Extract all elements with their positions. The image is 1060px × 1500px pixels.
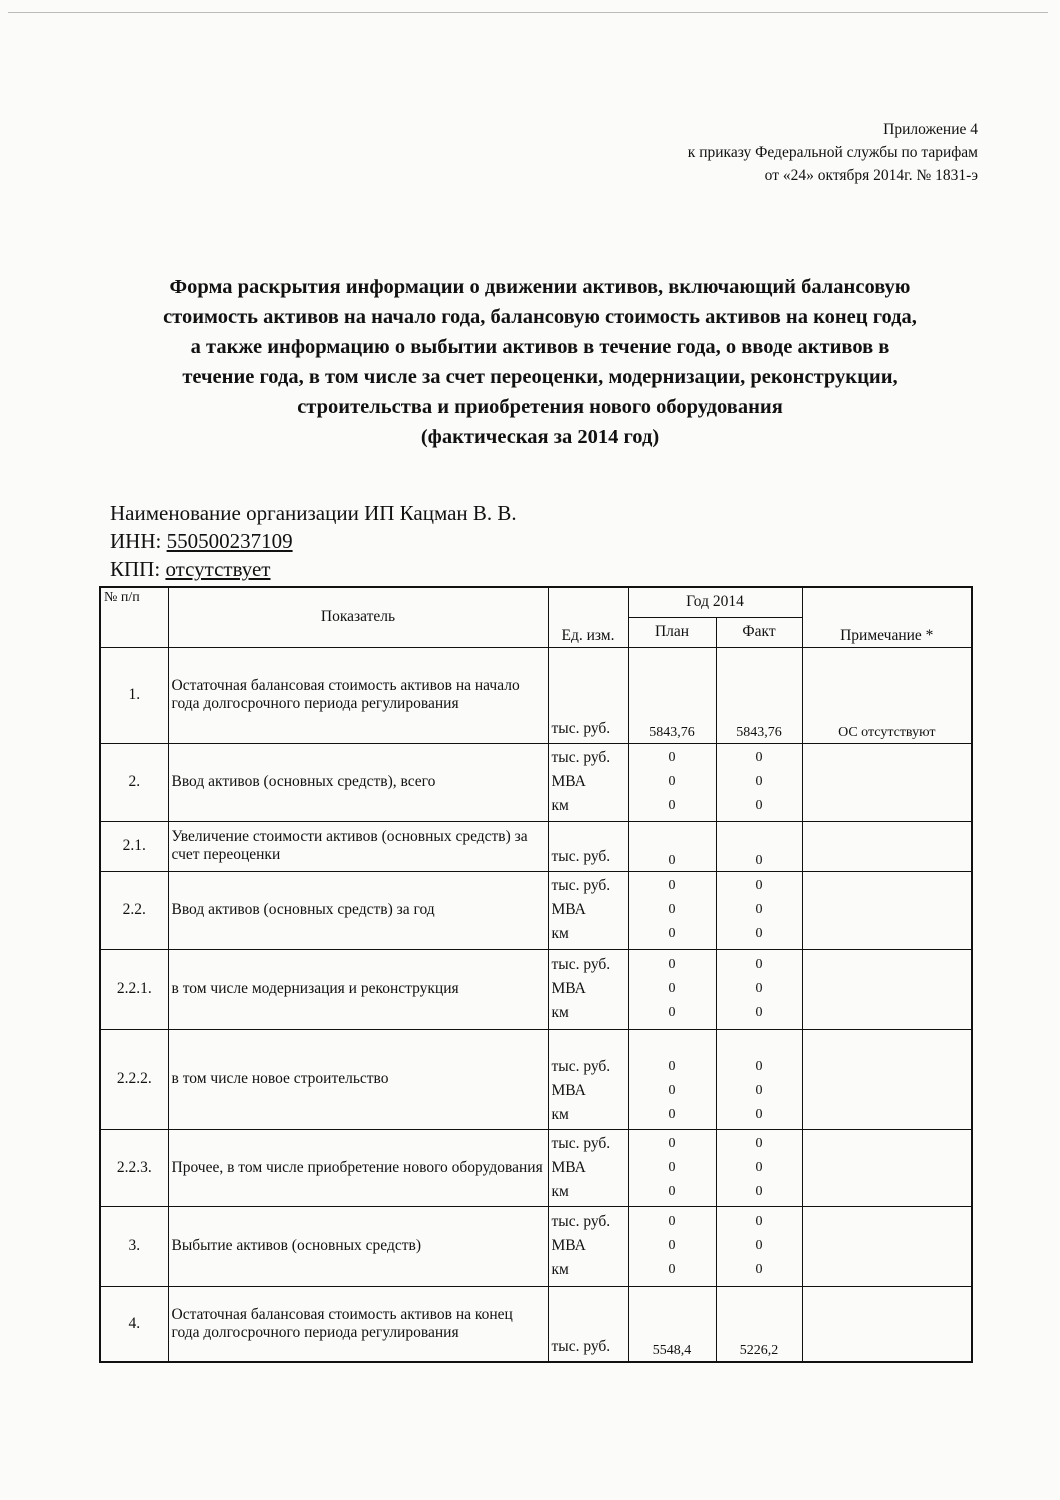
- title-line-2: стоимость активов на начало года, балансовую стоимость активов на конец года,: [163, 306, 917, 328]
- row-unit: тыс. руб. МВА км: [548, 1129, 628, 1206]
- row-fact: 0 0 0: [716, 1206, 802, 1286]
- row-indicator: Выбытие активов (основных средств): [168, 1206, 548, 1286]
- row-plan: 0 0 0: [628, 871, 716, 949]
- row-num: 1.: [100, 647, 168, 743]
- row-plan: 0: [628, 821, 716, 871]
- row-fact: 0 0 0: [716, 1029, 802, 1129]
- row-num: 2.2.: [100, 871, 168, 949]
- header-year: Год 2014: [628, 587, 802, 617]
- inn-label: ИНН:: [110, 529, 167, 553]
- table-row: [100, 743, 972, 821]
- row-note: [802, 1129, 972, 1206]
- row-plan: 0 0 0: [628, 743, 716, 821]
- table-row: [100, 821, 972, 871]
- title-line-1: Форма раскрытия информации о движении активов, включающий балансовую: [169, 276, 911, 298]
- appendix-reference: [558, 118, 978, 187]
- organization-inn: [110, 527, 517, 555]
- organization-name: Наименование организации ИП Кацман В. В.: [110, 501, 517, 525]
- organization-kpp: [110, 555, 517, 583]
- row-plan: 0 0 0: [628, 949, 716, 1029]
- table-row: [100, 1129, 972, 1206]
- row-plan: 0 0 0: [628, 1029, 716, 1129]
- row-indicator: Остаточная балансовая стоимость активов на начало года долгосрочного периода регулирования: [168, 647, 548, 743]
- title-line-5: строительства и приобретения нового оборудования: [297, 396, 783, 418]
- header-plan: План: [628, 617, 716, 647]
- row-note: [802, 1206, 972, 1286]
- organization-info: [110, 499, 517, 583]
- row-note: ОС отсутствуют: [802, 647, 972, 743]
- row-note: [802, 871, 972, 949]
- row-indicator: Увеличение стоимости активов (основных средств) за счет переоценки: [168, 821, 548, 871]
- header-fact: Факт: [716, 617, 802, 647]
- title-line-3: а также информацию о выбытии активов в течение года, о вводе активов в: [190, 336, 890, 358]
- header-unit: Ед. изм.: [548, 587, 628, 647]
- appendix-line-3: от «24» октября 2014г. № 1831-э: [764, 167, 978, 184]
- row-indicator: Прочее, в том числе приобретение нового оборудования: [168, 1129, 548, 1206]
- row-note: [802, 743, 972, 821]
- row-unit: тыс. руб. МВА км: [548, 871, 628, 949]
- kpp-label: КПП:: [110, 557, 166, 581]
- row-fact: 0 0 0: [716, 743, 802, 821]
- title-line-6: (фактическая за 2014 год): [420, 426, 660, 448]
- row-plan: 5548,4: [628, 1286, 716, 1362]
- row-num: 2.1.: [100, 821, 168, 871]
- row-num: 2.2.2.: [100, 1029, 168, 1129]
- row-unit: тыс. руб.: [548, 1286, 628, 1362]
- row-fact: 0 0 0: [716, 1129, 802, 1206]
- title-line-4: течение года, в том числе за счет переоценки, модернизации, реконструкции,: [182, 366, 898, 388]
- kpp-value: отсутствует: [165, 557, 271, 581]
- appendix-line-1: Приложение 4: [883, 121, 978, 138]
- row-fact: 0: [716, 821, 802, 871]
- table-row: [100, 871, 972, 949]
- row-unit: тыс. руб. МВА км: [548, 1206, 628, 1286]
- table-row: [100, 1286, 972, 1362]
- row-note: [802, 949, 972, 1029]
- appendix-line-2: к приказу Федеральной службы по тарифам: [687, 144, 978, 161]
- row-fact: 5226,2: [716, 1286, 802, 1362]
- table-row: [100, 1206, 972, 1286]
- asset-movement-table: [99, 586, 973, 1363]
- row-note: [802, 1286, 972, 1362]
- inn-value: 550500237109: [166, 529, 293, 553]
- row-num: 3.: [100, 1206, 168, 1286]
- row-indicator: Ввод активов (основных средств), всего: [168, 743, 548, 821]
- row-fact: 0 0 0: [716, 871, 802, 949]
- row-num: 2.2.1.: [100, 949, 168, 1029]
- row-unit: тыс. руб. МВА км: [548, 743, 628, 821]
- row-indicator: в том числе модернизация и реконструкция: [168, 949, 548, 1029]
- row-note: [802, 821, 972, 871]
- header-indicator: Показатель: [168, 587, 548, 647]
- table-row: [100, 949, 972, 1029]
- row-fact: 0 0 0: [716, 949, 802, 1029]
- row-num: 2.2.3.: [100, 1129, 168, 1206]
- header-note: Примечание *: [802, 587, 972, 647]
- row-num: 4.: [100, 1286, 168, 1362]
- row-num: 2.: [100, 743, 168, 821]
- row-unit: тыс. руб. МВА км: [548, 949, 628, 1029]
- row-indicator: Остаточная балансовая стоимость активов на конец года долгосрочного периода регулирования: [168, 1286, 548, 1362]
- row-unit: тыс. руб.: [548, 821, 628, 871]
- row-plan: 0 0 0: [628, 1129, 716, 1206]
- row-unit: тыс. руб. МВА км: [548, 1029, 628, 1129]
- document-title: [100, 272, 980, 452]
- row-note: [802, 1029, 972, 1129]
- table-row: [100, 1029, 972, 1129]
- header-num: № п/п: [100, 587, 168, 647]
- row-fact: 5843,76: [716, 647, 802, 743]
- row-indicator: Ввод активов (основных средств) за год: [168, 871, 548, 949]
- row-unit: тыс. руб.: [548, 647, 628, 743]
- row-indicator: в том числе новое строительство: [168, 1029, 548, 1129]
- row-plan: 0 0 0: [628, 1206, 716, 1286]
- page-top-rule: [8, 12, 1048, 13]
- row-plan: 5843,76: [628, 647, 716, 743]
- table-row: [100, 647, 972, 743]
